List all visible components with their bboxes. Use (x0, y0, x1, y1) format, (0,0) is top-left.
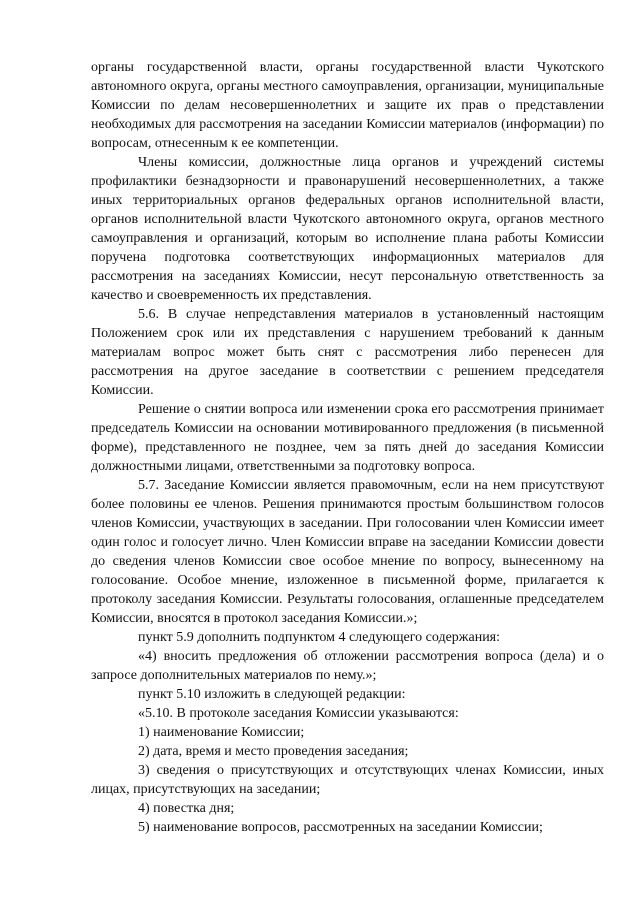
list-item-3: 3) сведения о присутствующих и отсутствующих членах Комиссии, иных лицах, присутствующих на заседании; (91, 763, 604, 797)
paragraph-amend-5-9: пункт 5.9 дополнить подпунктом 4 следующего содержания: (138, 630, 501, 645)
paragraph-5-6: 5.6. В случае непредставления материалов в установленный настоящим Положением срок или их представления с нарушением требований к данным материалам вопрос может быть снят с рассмотрения либо перенесен для рассмотрения на другое заседание в соответствии с решением председателя Комиссии. (91, 307, 604, 398)
paragraph-question-removal-decision: Решение о снятии вопроса или изменении срока его рассмотрения принимает председатель Комиссии на основании мотивированного предложения (в письменной форме), представленного не позднее, чем за пять дней до заседания Комиссии должностными лицами, ответственными за подготовку вопроса. (91, 402, 604, 474)
list-item-5: 5) наименование вопросов, рассмотренных на заседании Комиссии; (138, 820, 543, 835)
paragraph-amend-5-10: пункт 5.10 изложить в следующей редакции: (138, 687, 406, 702)
paragraph-request-materials-continuation: органы государственной власти, органы государственной власти Чукотского автономного округа, органы местного самоуправления, организации, муниципальные Комиссии по делам несовершеннолетних и защите их прав о представлении необходимых для рассмотрения на заседании Комиссии материалов (информации) по вопросам, отнесенным к ее компетенции. (91, 60, 604, 151)
list-item-1: 1) наименование Комиссии; (138, 725, 305, 740)
paragraph-5-7: 5.7. Заседание Комиссии является правомочным, если на нем присутствуют более половины ее членов. Решения принимаются простым большинством голосов членов Комиссии, участвующих в заседании. При голосовании член Комиссии имеет один голос и голосует лично. Член Комиссии вправе на заседании Комиссии довести до сведения членов Комиссии свое особое мнение по вопросу, вынесенному на голосование. Особое мнение, изложенное в письменной форме, прилагается к протоколу заседания Комиссии. Результаты голосования, оглашенные председателем Комиссии, вносятся в протокол заседания Комиссии.»; (91, 478, 604, 626)
document-page (91, 58, 604, 837)
paragraph-members-responsibility: Члены комиссии, должностные лица органов и учреждений системы профилактики безнадзорности и правонарушений несовершеннолетних, а также иных территориальных органов федеральных органов исполнительной власти, органов исполнительной власти Чукотского автономного округа, органов местного самоуправления и организаций, которым во исполнение плана работы Комиссии поручена подготовка соответствующих информационных материалов для рассмотрения на заседаниях Комиссии, несут персональную ответственность за качество и своевременность их представления. (91, 155, 604, 303)
paragraph-5-10: «5.10. В протоколе заседания Комиссии указываются: (138, 706, 459, 721)
paragraph-subitem-4: «4) вносить предложения об отложении рассмотрения вопроса (дела) и о запросе дополнительных материалов по нему.»; (91, 649, 604, 683)
list-item-2: 2) дата, время и место проведения заседания; (138, 744, 409, 759)
list-item-4: 4) повестка дня; (138, 801, 235, 816)
